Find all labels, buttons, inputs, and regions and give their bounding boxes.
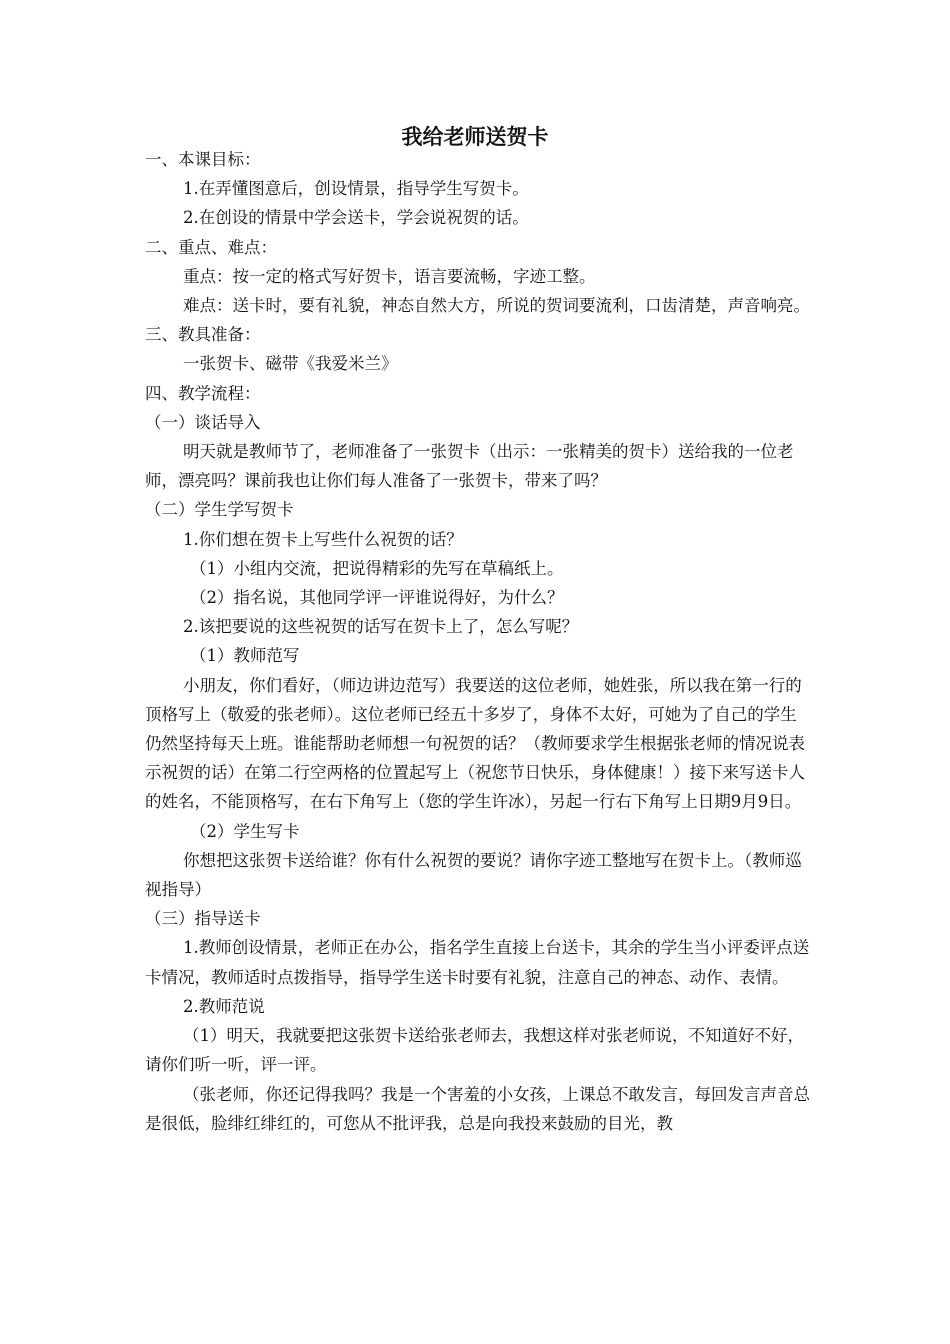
paragraph: 明天就是教师节了，老师准备了一张贺卡（出示：一张精美的贺卡）送给我的一位老师，漂亮吗？课前我也让你们每人准备了一张贺卡，带来了吗？ xyxy=(145,442,794,491)
section-heading: 四、教学流程： xyxy=(145,383,261,403)
page-title: 我给老师送贺卡 xyxy=(401,125,549,149)
paragraph: （1）明天，我就要把这张贺卡送给张老师去，我想这样对张老师说，不知道好不好，请你们听一听，评一评。 xyxy=(145,1026,804,1075)
paragraph: 一张贺卡、磁带《我爱米兰》 xyxy=(183,354,398,374)
paragraph: 小朋友，你们看好，（师边讲边范写）我要送的这位老师，她姓张，所以我在第一行的顶格写上（敬爱的张老师）。这位老师已经五十多岁了，身体不太好，可她为了自己的学生仍然坚持每天上班。谁能帮助老师想一句祝贺的话？（教师要求学生根据张老师的情况说表示祝贺的话）在第二行空两格的位置起写上（祝您节日快乐，身体健康！）接下来写送卡人的姓名，不能顶格写，在右下角写上（您的学生许冰），另起一行右下角写上日期9月9日。 xyxy=(145,675,805,812)
subsection-heading: （二）学生学写贺卡 xyxy=(145,500,294,520)
paragraph: （2）指名说，其他同学评一评谁说得好，为什么？ xyxy=(190,588,564,608)
document-body xyxy=(145,145,810,1138)
paragraph: 难点：送卡时，要有礼貌，神态自然大方，所说的贺词要流利，口齿清楚，声音响亮。 xyxy=(183,296,810,316)
section-heading: 二、重点、难点： xyxy=(145,237,277,257)
paragraph: （1）小组内交流，把说得精彩的先写在草稿纸上。 xyxy=(190,558,564,578)
paragraph: （1）教师范写 xyxy=(190,646,300,666)
paragraph: 2.该把要说的这些祝贺的话写在贺卡上了，怎么写呢？ xyxy=(183,617,579,637)
paragraph: 2.在创设的情景中学会送卡，学会说祝贺的话。 xyxy=(183,208,529,228)
paragraph: 1.你们想在贺卡上写些什么祝贺的话？ xyxy=(183,529,463,549)
section-heading: 一、本课目标： xyxy=(145,150,261,169)
paragraph: 1.教师创设情景，老师正在办公，指名学生直接上台送卡，其余的学生当小评委评点送卡情况，教师适时点拨指导，指导学生送卡时要有礼貌，注意自己的神态、动作、表情。 xyxy=(145,938,810,987)
paragraph: 1.在弄懂图意后，创设情景，指导学生写贺卡。 xyxy=(183,179,529,199)
paragraph: 你想把这张贺卡送给谁？你有什么祝贺的要说？请你字迹工整地写在贺卡上。（教师巡视指导） xyxy=(145,850,802,900)
paragraph: （2）学生写卡 xyxy=(190,821,300,841)
subsection-heading: （三）指导送卡 xyxy=(145,909,261,929)
subsection-heading: （一）谈话导入 xyxy=(145,412,261,432)
section-heading: 三、教具准备： xyxy=(145,325,261,345)
paragraph: （张老师，你还记得我吗？我是一个害羞的小女孩，上课总不敢发言，每回发言声音总是很低，脸绯红绯红的，可您从不批评我，总是向我投来鼓励的目光，教 xyxy=(145,1084,810,1133)
paragraph: 2.教师范说 xyxy=(183,996,265,1016)
paragraph: 重点：按一定的格式写好贺卡，语言要流畅，字迹工整。 xyxy=(183,266,596,286)
